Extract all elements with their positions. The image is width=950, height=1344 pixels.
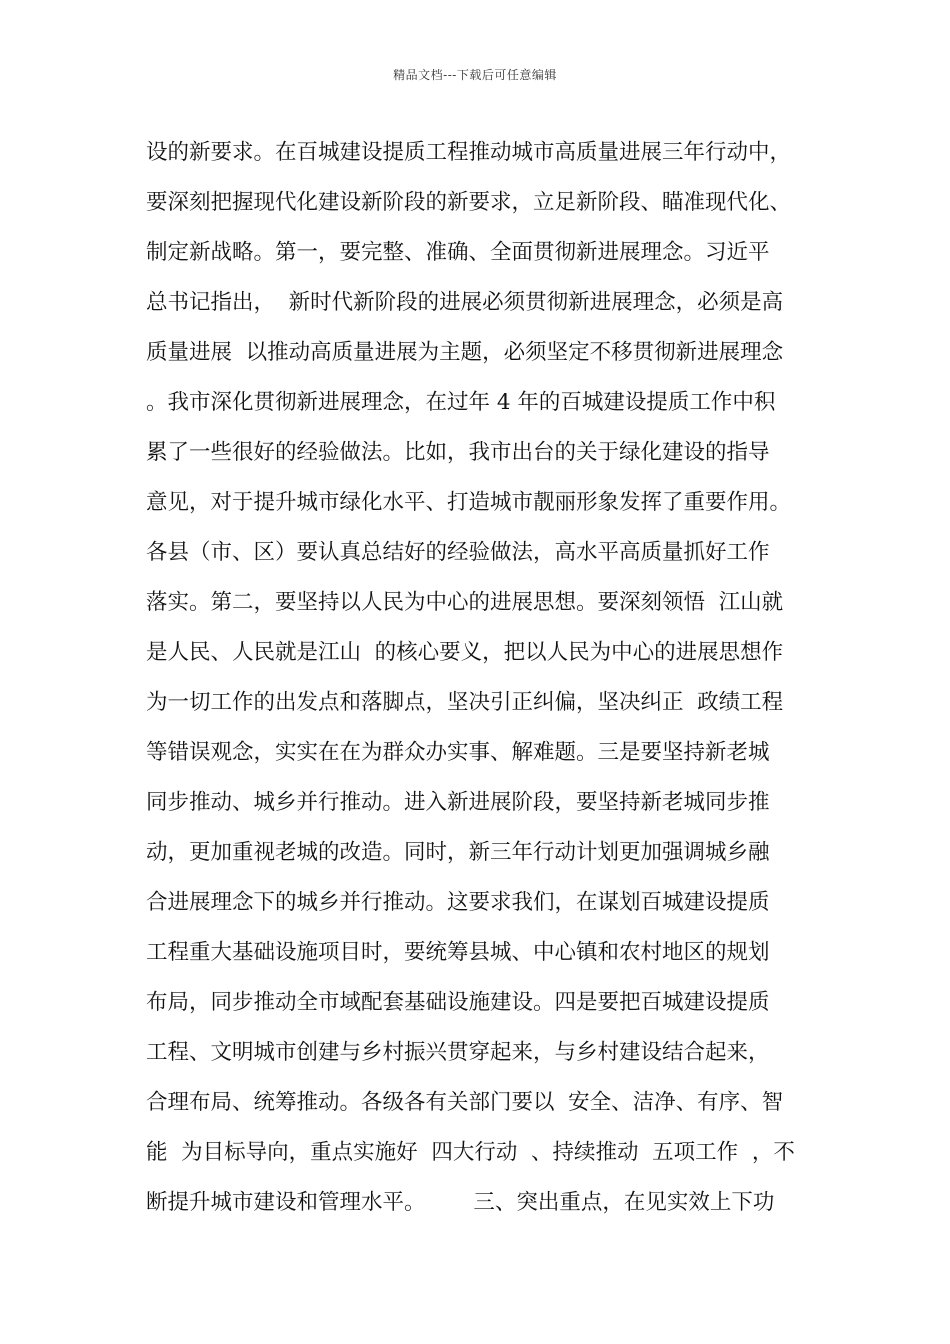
text-line: 意见，对于提升城市绿化水平、打造城市靓丽形象发挥了重要作用。 <box>146 490 792 515</box>
text-line: 工程重大基础设施项目时，要统筹县城、中心镇和农村地区的规划 <box>146 940 770 965</box>
text-line: 同步推动、城乡并行推动。进入新进展阶段，要坚持新老城同步推 <box>146 790 770 815</box>
text-line: 设的新要求。在百城建设提质工程推动城市高质量进展三年行动中， <box>146 140 792 165</box>
text-line: 是人民、人民就是江山 的核心要义，把以人民为中心的进展思想作 <box>146 640 784 665</box>
text-line: 各县（市、区）要认真总结好的经验做法，高水平高质量抓好工作 <box>146 540 770 565</box>
text-line: 总书记指出， 新时代新阶段的进展必须贯彻新进展理念，必须是高 <box>146 290 784 315</box>
text-line: 动，更加重视老城的改造。同时，新三年行动计划更加强调城乡融 <box>146 840 770 865</box>
text-line: 能 为目标导向，重点实施好 四大行动 、持续推动 五项工作 ，不 <box>146 1140 795 1165</box>
text-line: 制定新战略。第一，要完整、准确、全面贯彻新进展理念。习近平 <box>146 240 770 265</box>
text-line: 合理布局、统筹推动。各级各有关部门要以 安全、洁净、有序、智 <box>146 1090 784 1115</box>
text-line: 质量进展 以推动高质量进展为主题，必须坚定不移贯彻新进展理念 <box>146 340 784 365</box>
text-line: 工程、文明城市创建与乡村振兴贯穿起来，与乡村建设结合起来， <box>146 1040 770 1065</box>
text-line: 为一切工作的出发点和落脚点，坚决引正纠偏，坚决纠正 政绩工程 <box>146 690 784 715</box>
text-line: 。我市深化贯彻新进展理念，在过年 4 年的百城建设提质工作中积 <box>146 390 776 415</box>
text-line: 断提升城市建设和管理水平。 三、突出重点，在见实效上下功 <box>146 1190 775 1215</box>
text-line: 要深刻把握现代化建设新阶段的新要求，立足新阶段、瞄准现代化、 <box>146 190 792 215</box>
text-line: 布局，同步推动全市域配套基础设施建设。四是要把百城建设提质 <box>146 990 770 1015</box>
text-line: 落实。第二，要坚持以人民为中心的进展思想。要深刻领悟 江山就 <box>146 590 784 615</box>
text-line: 累了一些很好的经验做法。比如，我市出台的关于绿化建设的指导 <box>146 440 770 465</box>
text-line: 合进展理念下的城乡并行推动。这要求我们，在谋划百城建设提质 <box>146 890 770 915</box>
page-header: 精品文档---下载后可任意编辑 <box>393 68 557 82</box>
body-text <box>146 128 826 1228</box>
text-line: 等错误观念，实实在在为群众办实事、解难题。三是要坚持新老城 <box>146 740 770 765</box>
